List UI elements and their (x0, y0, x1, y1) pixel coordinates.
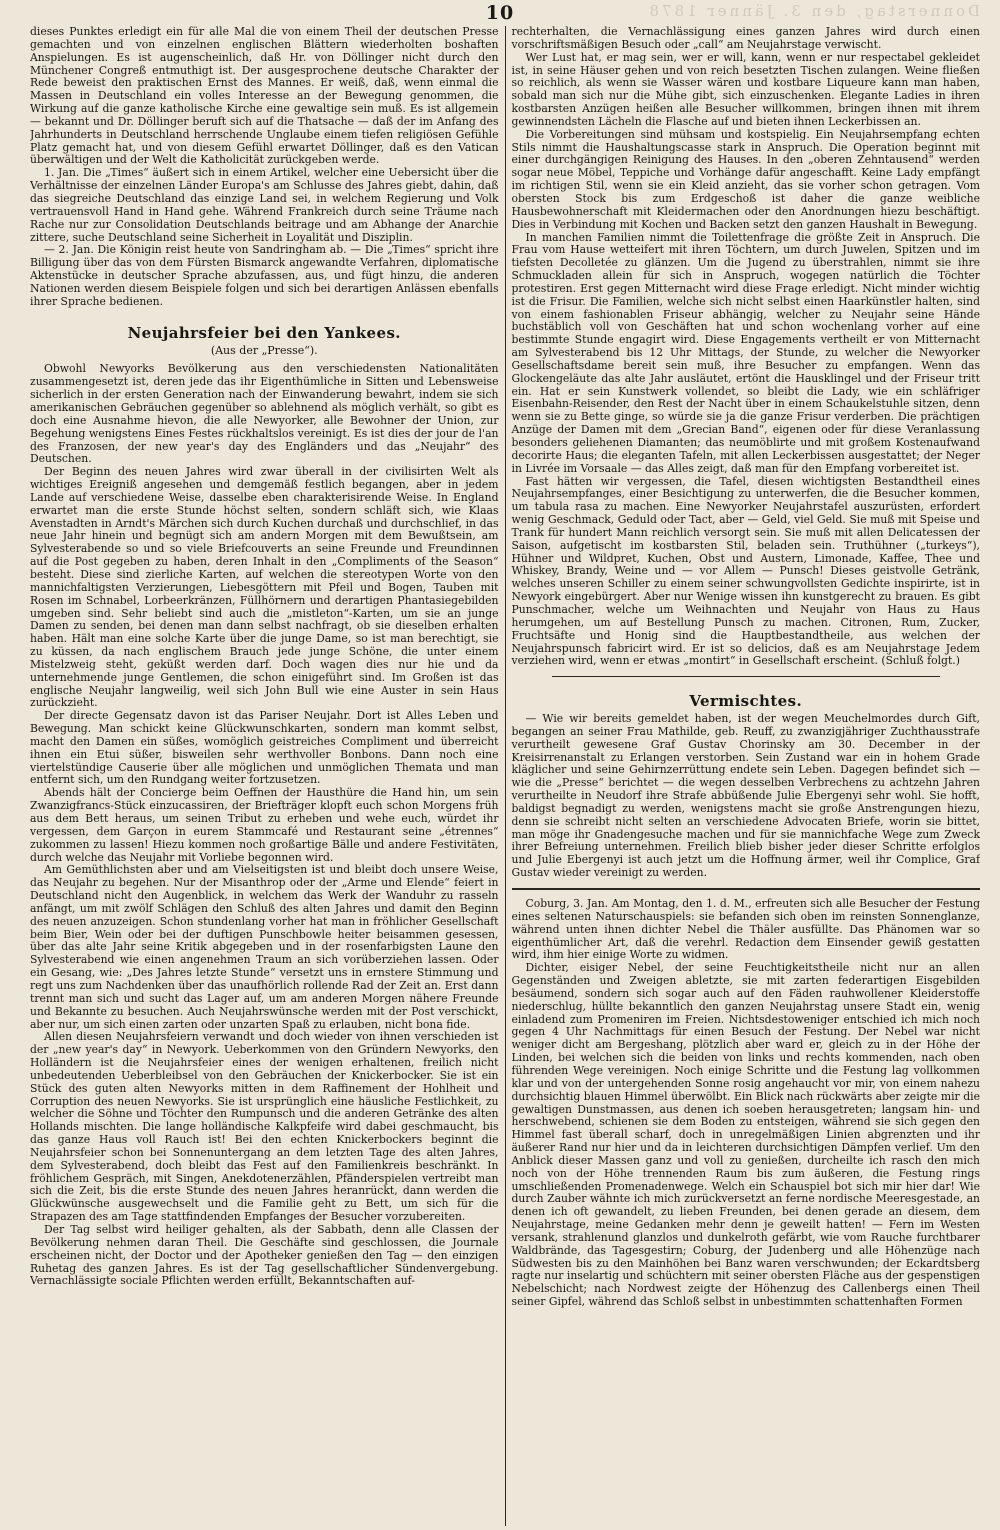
item-divider (512, 888, 981, 890)
article-paragraph: Allen diesen Neujahrsfeiern verwandt und doch wieder von ihnen verschieden ist der „new year's day“ in Newyork. Ueberkommen von den Gründern Newyorks, den Holländern ist die Neujahrsfeier eines der wenigen erhaltenen, freilich nicht unbedeutenden Ueberbleibsel von den Gebräuchen der Knickerbocker. Sie ist ein Stück des guten alten Newyorks mitten in dem Raffinement der Hohlheit und Corruption des neuen Newyorks. Sie ist ursprünglich eine häusliche Festlichkeit, zu welcher die Söhne und Töchter den Rumpunsch und die anderen Getränke des alten Hollands mischten. Die lange holländische Kalkpfeife wird dabei geschmaucht, bis das ganze Haus voll Rauch ist! Bei den echten Knickerbockers beginnt die Neujahrsfeier schon bei Sonnenuntergang an dem letzten Tage des alten Jahres, dem Sylvesterabend, doch bleibt das Fest auf den Familienkreis beschränkt. In fröhlichem Gespräch, mit Singen, Anekdotenerzählen, Pfänderspielen vertreibt man sich die Zeit, bis die erste Stunde des neuen Jahres heranrückt, dann werden die Glückwünsche ausgewechselt und die Familie geht zu Bett, um sich für die Strapazen des am Tage stattfindenden Empfanges der Besucher vorzubereiten. (30, 1030, 499, 1224)
page-number: 10 (485, 2, 515, 24)
left-column (30, 26, 505, 1526)
article-paragraph: Abends hält der Concierge beim Oeffnen der Hausthüre die Hand hin, um sein Zwanzigfrancs-Stück einzucassiren, der Briefträger klopft euch schon Morgens früh aus dem Bett heraus, um seinen Tribut zu erheben und wehe euch, würdet ihr vergessen, dem Garçon in eurem Stammcafé und Restaurant seine „étrennes“ zukommen zu lassen! Hiezu kommen noch großartige Bälle und andere Festivitäten, durch welche das Neujahr mit Vorliebe begonnen wird. (30, 786, 499, 864)
bleed-through-header: Donnerstag, den 3. Jänner 1878 (646, 2, 980, 20)
article-paragraph: Wer Lust hat, er mag sein, wer er will, kann, wenn er nur respectabel gekleidet ist, in seine Häuser gehen und von reich besetzten Tischen zulangen. Weine fließen so reichlich, als wenn sie Wasser wären und kostbare Liqueure kann man haben, sobald man sich nur die Mühe gibt, sich einzuschenken. Elegante Ladies in ihren kostbarsten Anzügen heißen alle Besucher willkommen, bringen ihnen mit ihrem gewinnendsten Lächeln die Flasche auf und bieten ihnen Leckerbissen an. (511, 50, 980, 128)
text-columns (30, 26, 980, 1526)
article-paragraph: Am Gemüthlichsten aber und am Vielseitigsten ist und bleibt doch unsere Weise, das Neujahr zu begehen. Nur der Misanthrop oder der „Arme und Elende“ feiert in Deutschland nicht den Augenblick, in welchem das Werk der Wanduhr zu rasseln anfängt, um mit zwölf Schlägen den Schluß des alten Jahres und damit den Beginn des neuen anzuzeigen. Schon stundenlang vorher hat man in fröhlicher Gesellschaft beim Bier, Wein oder bei der duftigen Punschbowle heiter beisammen gesessen, über das alte Jahr seine Kritik abgegeben und in der rosenfarbigsten Laune den Sylvesterabend wie einen angenehmen Traum an sich vorüberziehen lassen. Oder ein Gesang, wie: „Des Jahres letzte Stunde“ versetzt uns in ernstere Stimmung und regt uns zum Nachdenken über das unaufhörlich rollende Rad der Zeit an. Erst dann trennt man sich und sucht das Lager auf, um am anderen Morgen nähere Freunde und Bekannte zu besuchen. Auch Neujahrswünsche werden mit der Post verschickt, aber nur, um sich einen zarten oder unzarten Spaß zu erlauben, nicht bona fide. (30, 863, 499, 1031)
article-paragraph: 1. Jan. Die „Times“ äußert sich in einem Artikel, welcher eine Uebersicht über die Verhältnisse der einzelnen Länder Europa's am Schlusse des Jahres giebt, dahin, daß das siegreiche Deutschland das einzige Land sei, in welchem Regierung und Volk vertrauensvoll Hand in Hand gehe. Während Frankreich durch seine Träume nach Rache nur zur Consolidation Deutschlands beitrage und am Abhange der Anarchie zittere, suche Deutschland seine Sicherheit in Loyalität und Disziplin. (30, 166, 499, 244)
article-paragraph: Obwohl Newyorks Bevölkerung aus den verschiedensten Nationalitäten zusammengesetzt ist, deren jede das ihr Eigenthümliche in Sitten und Lebensweise sicherlich in der ersten Generation nach der Einwanderung bewahrt, indem sie sich amerikanischen Gebräuchen gegenüber so ablehnend als möglich verhält, so gibt es doch eine Ausnahme hievon, die alle Newyorker, alle Bewohner der Union, zur Begehung wenigstens Eines Festes rückhaltslos vereinigt. Es ist dies der jour de l'an des Franzosen, der new year's day des Engländers und das „Neujahr“ des Deutschen. (30, 362, 499, 466)
article-paragraph: Der Beginn des neuen Jahres wird zwar überall in der civilisirten Welt als wichtiges Ereigniß angesehen und demgemäß festlich begangen, aber in jedem Lande auf verschiedene Weise, dasselbe eben charakterisirende Weise. In England erwartet man die erste Stunde höchst selten, sondern schläft sich, wie Klaas Avenstadten in Arndt's Märchen sich durch Kuchen durchaß und durchschlief, in das neue Jahr hinein und begnügt sich am andern Morgen mit dem Bewußtsein, am Sylvesterabende so und so viele Briefcouverts an seine Freunde und Freundinnen auf die Post gegeben zu haben, deren Inhalt in den „Compliments of the Season“ besteht. Diese sind zierliche Karten, auf welchen die stereotypen Worte von den mannichfaltigsten Verzierungen, Liebesgöttern mit Pfeil und Bogen, Tauben mit Rosen im Schnabel, Lorbeerkränzen, Füllhörnern und derartigen Phantasiegebilden umgeben sind. Sehr beliebt sind auch die „mistleton“-Karten, um sie an junge Damen zu senden, bei denen man dann selbst nachfragt, ob sie dieselben erhalten haben. Hält man eine solche Karte über die junge Dame, so ist man berechtigt, sie zu küssen, da nach englischem Brauch jede junge Schöne, die unter einem Mistelzweig steht, geküßt werden darf. Doch wagen dies nur hie und da unternehmende junge Gentlemen, die schon einigeführt sind. Im Großen ist das englische Neujahr langweilig, weil sich John Bull wie eine Auster in sein Haus zurückzieht. (30, 465, 499, 710)
article-paragraph: Fast hätten wir vergessen, die Tafel, diesen wichtigsten Bestandtheil eines Neujahrsempfanges, einer Besichtigung zu unterwerfen, die die Besucher kommen, um tabula rasa zu machen. Eine Newyorker Neujahrstafel auszurüsten, erfordert wenig Geschmack, Geduld oder Tact, aber — Geld, viel Geld. Sie muß mit Speise und Trank für hundert Mann reichlich versorgt sein. Sie muß mit allen Delicatessen der Saison, aufgetischt im kostbarsten Stil, beladen sein. Truthühner („turkeys“), Hühner und Wildpret, Kuchen, Obst und Austern, Limonade, Kaffee, Thee und Whiskey, Brandy, Weine und — vor Allem — Punsch! Dieses geistvolle Getränk, welches unseren Schiller zu einem seiner schwungvollsten Gedichte inspirirte, ist in Newyork eingebürgert. Aber nur Wenige wissen ihn kunstgerecht zu brauen. Es gibt Punschmacher, welche um Weihnachten und Neujahr von Haus zu Haus herumgehen, um auf Bestellung Punsch zu machen. Citronen, Rum, Zucker, Fruchtsäfte und Honig sind die Hauptbestandtheile, aus welchen der Neujahrspunsch fabricirt wird. Er ist so delicios, daß es am Neujahrstage Jedem verziehen wird, wenn er etwas „montirt“ in Gesellschaft erscheint. (Schluß folgt.) (511, 474, 980, 668)
section-heading-vermischtes: Vermischtes. (689, 692, 803, 711)
news-item: Coburg, 3. Jan. Am Montag, den 1. d. M., erfreuten sich alle Besucher der Festung eines seltenen Naturschauspiels: sie befanden sich oben im reinsten Sonnenglanze, während unten ihnen dichter Nebel die Thäler ausfüllte. Das Phänomen war so eigenthümlicher Art, daß die verehrl. Redaction dem Einsender gewiß gestatten wird, ihm hier einige Worte zu widmen. (511, 897, 980, 962)
article-heading-neujahrsfeier: Neujahrsfeier bei den Yankees. (127, 323, 401, 342)
news-item: Dichter, eisiger Nebel, der seine Feuchtigkeitstheile nicht nur an allen Gegenständen und Zweigen abletzte, sie mit zarten federartigen Eisgebilden besäumend, sondern sich sogar auch auf den Fäden rauhwollener Kleiderstoffe niederschlug, hüllte bekanntlich den ganzen Neujahrstag unsere Stadt ein, wenig einladend zum Promeniren im Freien. Nichtsdestoweniger entschied ich mich noch gegen 4 Uhr Nachmittags für einen Besuch der Festung. Der Nebel war nicht weniger dicht am Bergeshang, plötzlich aber ward er, gleich zu in der Höhe der Linden, bei welchen sich die beiden von links und rechts kommenden, nach oben führenden Wege vereinigen. Noch einige Schritte und die Festung lag vollkommen klar und von der untergehenden Sonne rosig angehaucht vor mir, von einem nahezu durchsichtig blauen Himmel überwölbt. Ein Blick nach rückwärts aber zeigte mir die gewaltigen Dunstmassen, aus denen ich soeben herausgetreten; langsam hin- und herschwebend, schienen sie dem Boden zu entsteigen, während sie sich gegen den Himmel fast überall scharf, doch in unregelmäßigen Linien abgrenzten und ihr äußerer Rand nur hier und da in leichteren durchsichtigen Dämpfen verlief. Um den Anblick dieser Massen ganz und voll zu genießen, durcheilte ich rasch den mich noch von der Höhe trennenden Raum bis zum äußeren, die Festung rings umschließenden Promenadenwege. Welch ein Schauspiel bot sich mir hier dar! Wie durch Zauber wähnte ich mich zurückversetzt an ferne nordische Meeresgestade, an denen ich oft gewandelt, zu lieben Freunden, bei denen gerade an diesem, dem Neujahrstage, meine Gedanken mehr denn je geweilt hatten! — Fern im Westen versank, strahlenund glanzlos und dunkelroth gefärbt, wie vom Rauche furchtbarer Waldbrände, das Tagesgestirn; Coburg, der Judenberg und alle Höhenzüge nach Südwesten bis zu den Mainhöhen bei Banz waren verschwunden; der Eckardtsberg ragte nur inselartig und schüchtern mit seiner obersten Fläche aus der gespenstigen Nebelschicht; nach Nordwest zeigte der Höhenzug des Callenbergs einen Theil seiner Gipfel, während das Schloß selbst in unbestimmten schattenhaften Formen (511, 961, 980, 1309)
section-divider (552, 676, 941, 677)
news-item: — Wie wir bereits gemeldet haben, ist der wegen Meuchelmordes durch Gift, begangen an seiner Frau Mathilde, geb. Reuff, zu zwanzigjähriger Zuchthausstrafe verurtheilt gewesene Graf Gustav Chorinsky am 30. December in der Kreisirrenanstalt zu Erlangen verstorben. Sein Zustand war ein in hohem Grade kläglicher und seine Gehirnzerrüttung endete sein Leben. Dagegen befindet sich — wie die „Presse“ berichtet — die wegen desselben Verbrechens zu achtzehn Jahren verurtheilte in Neudorf ihre Strafe abbüßende Julie Ebergenyi sehr wohl. Sie hofft, baldigst begnadigt zu werden, wenigstens macht sie große Anstrengungen hiezu, denn sie schreibt nicht selten an verschiedene Advocaten Briefe, worin sie bittet, man möge ihr Gnadengesuche machen und für sie mannichfache Wege zum Zweck ihrer Befreiung unternehmen. Freilich blieb bisher jeder dieser Schritte erfolglos und Julie Ebergenyi ist auch jetzt um die Hoffnung ärmer, weil ihr Complice, Graf Gustav wieder vereinigt zu werden. (511, 712, 980, 880)
article-paragraph: — 2. Jan. Die Königin reist heute von Sandringham ab. — Die „Times“ spricht ihre Billigung über das von dem Fürsten Bismarck angewandte Verfahren, diplomatische Aktenstücke in deutscher Sprache abzufassen, aus, und fügt hinzu, die anderen Nationen werden diesem Beispiele folgen und sich bei derartigen Anlässen ebenfalls ihrer Sprache bedienen. (30, 243, 499, 308)
article-source: (Aus der „Presse“). (210, 344, 318, 358)
article-paragraph: Der Tag selbst wird heiliger gehalten, als der Sabbath, denn alle Classen der Bevölkerung nehmen daran Theil. Die Geschäfte sind geschlossen, die Journale erscheinen nicht, der Doctor und der Apotheker genießen den Tag — den einzigen Ruhetag des ganzen Jahres. Es ist der Tag gesellschaftlicher Sündenvergebung. Vernachlässigte sociale Pflichten werden erfüllt, Bekanntschaften auf- (30, 1223, 499, 1288)
article-paragraph: rechterhalten, die Vernachlässigung eines ganzen Jahres wird durch einen vorschriftsmäßigen Besuch oder „call“ am Neujahrstage verwischt. (511, 26, 980, 51)
right-column (506, 26, 981, 1526)
article-paragraph: dieses Punktes erledigt ein für alle Mal die von einem Theil der deutschen Presse gemachten und von einzelnen englischen Blättern wiederholten boshaften Anspielungen. Es ist augenscheinlich, daß Hr. von Döllinger nicht durch den Münchener Congreß entmuthigt ist. Der ausgesprochene deutsche Charakter der Rede beweist den praktischen Ernst des Mannes. Er weiß, daß, wenn einmal die Massen in Deutschland ein volles Interesse an der Bewegung genommen, die Wirkung auf die ganze katholische Kirche eine gewaltige sein muß. Es ist allgemein — bekannt und Dr. Döllinger beruft sich auf die Thatsache — daß der im Anfang des Jahrhunderts in Deutschland herrschende Unglaube einem tiefen religiösen Gefühle Platz gemacht hat, und von diesem Gefühl erwartet Döllinger, daß es den Vatican überwältigen und der Welt die Katholicität zurückgeben werde. (30, 26, 499, 167)
article-paragraph: In manchen Familien nimmt die Toilettenfrage die größte Zeit in Anspruch. Die Frau vom Hause wetteifert mit ihren Töchtern, um durch Juwelen, Spitzen und im tiefsten Decolletée zu glänzen. Um die Jugend zu überstrahlen, nimmt sie ihre Schmuckladen allein für sich in Anspruch, wogegen natürlich die Töchter protestiren. Erst gegen Mitternacht wird diese Frage erledigt. Nicht minder wichtig ist die Frisur. Die Familien, welche sich nicht selbst einen Haarkünstler halten, sind von einem fashionablen Friseur abhängig, welcher zu Neujahr seine Hände buchstäblich voll von Geschäften hat und schon wochenlang vorher auf eine bestimmte Stunde engagirt wird. Diese Engagements vertheilt er von Mitternacht am Sylvesterabend bis 12 Uhr Mittags, der Stunde, zu welcher die Newyorker Gesellschaftsdame bereit sein muß, ihre Besucher zu empfangen. Wenn das Glockengeläute das alte Jahr ausläutet, ertönt die Hausklingel und der Friseur tritt ein. Hat er sein Kunstwerk vollendet, so bleibt die Lady, wie ein schläfriger Eisenbahn-Reisender, den Rest der Nacht über in einem Schaukelstuhle sitzen, denn wenn sie zu Bette ginge, so würde sie ja die ganze Frisur verderben. Die prächtigen Anzüge der Damen mit dem „Grecian Band“, eigenen oder für diese Veranlassung besonders geliehenen Diamanten; das neumöblirte und mit großem Kostenaufwand decorirte Haus; die eleganten Tafeln, mit allen Leckerbissen ausgestattet; der Neger in Livrée im Vorsaale — das Alles zeigt, daß man für den Empfang vorbereitet ist. (511, 230, 980, 475)
article-paragraph: Der directe Gegensatz davon ist das Pariser Neujahr. Dort ist Alles Leben und Bewegung. Man schickt keine Glückwunschkarten, sondern man kommt selbst, macht den Damen ein süßes, womöglich geistreiches Compliment und überreicht ihnen ein Etui süßer, bisweilen sehr werthvoller Bonbons. Dann noch eine viertelstündige Causerie über alle möglichen und unmöglichen Themata und man entfernt sich, um den Rundgang weiter fortzusetzen. (30, 709, 499, 787)
article-paragraph: Die Vorbereitungen sind mühsam und kostspielig. Ein Neujahrsempfang echten Stils nimmt die Haushaltungscasse stark in Anspruch. Die Operation beginnt mit einer durchgängigen Reinigung des Hauses. In den „oberen Zehntausend“ werden sogar neue Möbel, Teppiche und Vorhänge dafür angeschafft. Keine Lady empfängt im richtigen Stil, wenn sie ein Kleid anzieht, das sie vorher schon getragen. Vom obersten Stock bis zum Erdgeschoß ist daher die ganze weibliche Hausbewohnerschaft mit Kleidermachen oder den Anordnungen hiezu beschäftigt. Dies in Verbindung mit Kochen und Backen setzt den ganzen Haushalt in Bewegung. (511, 127, 980, 231)
